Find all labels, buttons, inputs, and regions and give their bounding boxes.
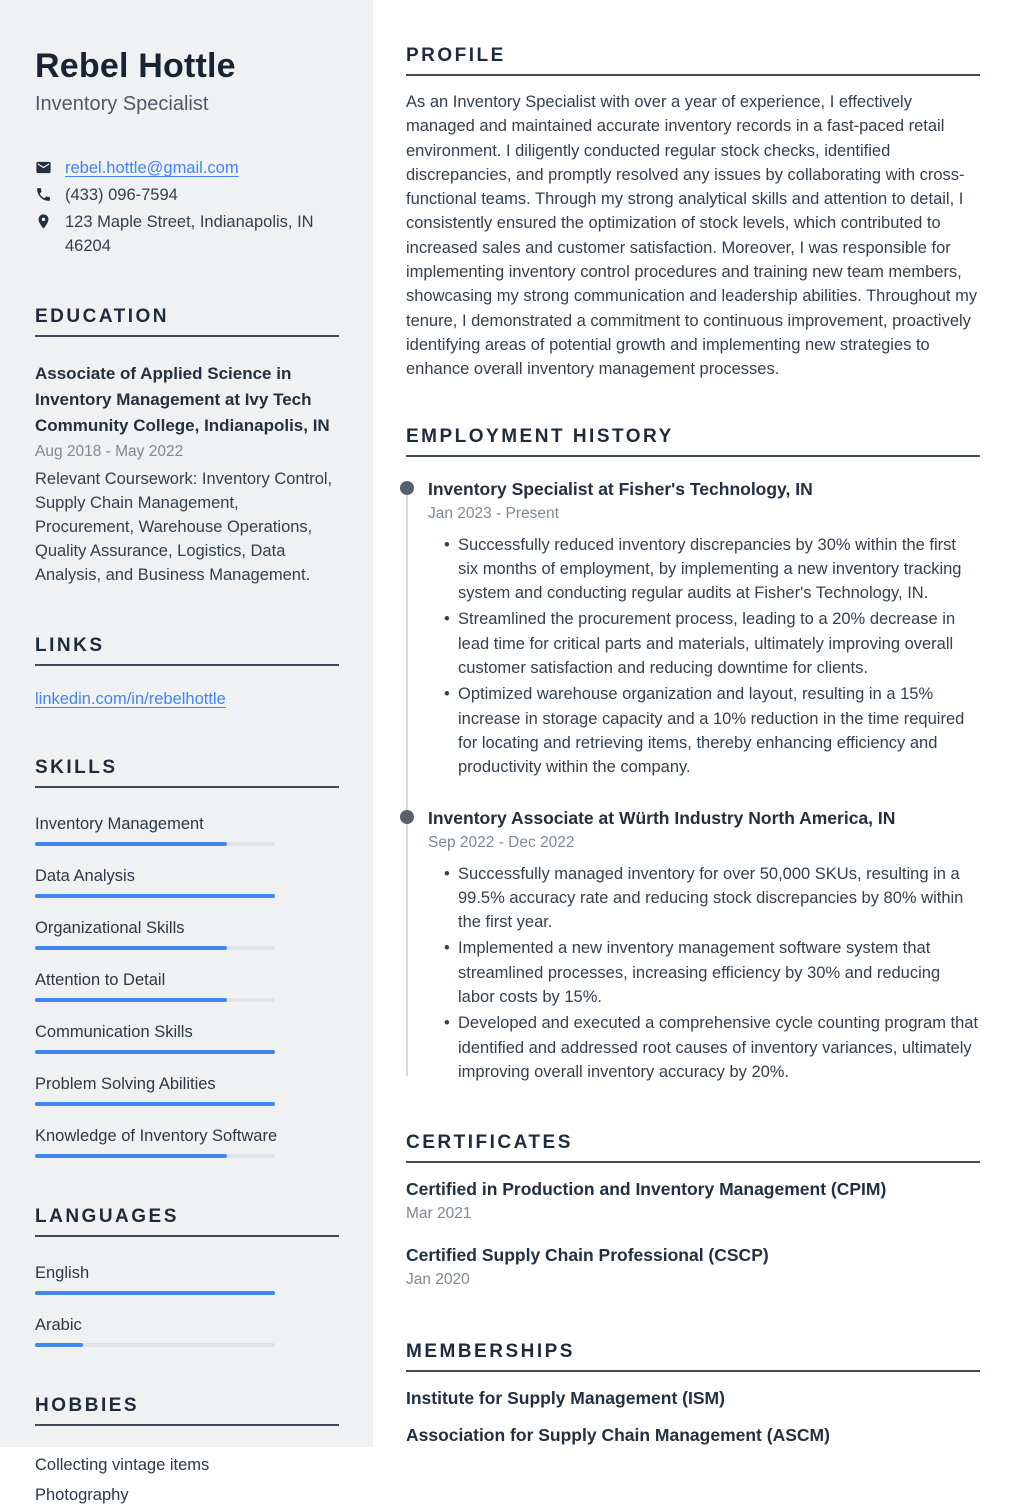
skill-item — [35, 968, 339, 1002]
job-title: Inventory Specialist at Fisher's Technology, IN — [428, 478, 813, 499]
timeline-dot-icon — [400, 481, 414, 495]
education-heading: EDUCATION — [35, 306, 339, 337]
skill-bar-fill — [35, 1154, 227, 1158]
job-bullet: • Optimized warehouse organization and layout, resulting in a 15% increase in storage capacity and a 10% reduction in the time required for locating and retrieving items, thereby enhancing efficiency and productivity within the company. — [428, 682, 980, 779]
candidate-job-title: Inventory Specialist — [35, 93, 209, 116]
skill-item — [35, 864, 339, 898]
phone-icon — [35, 186, 52, 203]
job-bullets — [428, 533, 980, 780]
certificates-section — [406, 1132, 980, 1291]
skill-bar — [35, 946, 275, 950]
hobbies-section — [35, 1395, 339, 1510]
skills-section — [35, 757, 339, 1158]
job-bullet: • Successfully reduced inventory discrepancies by 30% within the first six months of employment, by implementing a new inventory tracking system and conducting regular audits at Fisher's Technology, IN. — [428, 533, 980, 606]
hobbies-heading: HOBBIES — [35, 1395, 339, 1426]
phone-number: (433) 096-7594 — [65, 186, 178, 205]
language-label: English — [35, 1264, 90, 1283]
job-bullet: • Implemented a new inventory management software system that streamlined processes, increasing efficiency by 30% and reducing labor costs by 15%. — [428, 936, 980, 1009]
languages-heading: LANGUAGES — [35, 1206, 339, 1237]
language-bar-fill — [35, 1291, 275, 1295]
languages-section — [35, 1206, 339, 1347]
skill-label: Communication Skills — [35, 1023, 193, 1042]
job-bullet: • Streamlined the procurement process, leading to a 20% decrease in lead time for critical parts and materials, ultimately improving overall customer satisfaction and reducing downtime for clients. — [428, 607, 980, 680]
degree-title: Associate of Applied Science in Inventory Management at Ivy Tech Community College, Indianapolis, IN — [35, 364, 330, 436]
employment-timeline — [406, 477, 980, 1085]
skill-bar-fill — [35, 1102, 275, 1106]
skill-item — [35, 916, 339, 950]
language-label: Arabic — [35, 1316, 82, 1335]
hobby-item: Photography — [35, 1486, 129, 1505]
skill-item — [35, 1124, 339, 1158]
skill-bar — [35, 894, 275, 898]
skill-item — [35, 1020, 339, 1054]
skill-bar-fill — [35, 946, 227, 950]
skill-label: Data Analysis — [35, 867, 135, 886]
links-heading: LINKS — [35, 635, 339, 666]
memberships-heading: MEMBERSHIPS — [406, 1341, 980, 1372]
job-dates: Sep 2022 - Dec 2022 — [428, 833, 575, 851]
language-bar — [35, 1343, 275, 1347]
skill-label: Problem Solving Abilities — [35, 1075, 216, 1094]
contact-email-row — [35, 156, 339, 180]
job-title: Inventory Associate at Würth Industry North America, IN — [428, 807, 896, 828]
profile-text: As an Inventory Specialist with over a year of experience, I effectively managed and maintained accurate inventory records in a fast-paced retail environment. I diligently conducted regular stock checks, identified discrepancies, and promptly resolved any issues by collaborating with cross-functional teams. Through my strong analytical skills and attention to detail, I consistently ensured the optimization of stock levels, which contributed to increased sales and customer satisfaction. Moreover, I was responsible for implementing inventory control procedures and training new team members, showcasing my strong communication and leadership abilities. Throughout my tenure, I demonstrated a commitment to continuous improvement, proactively identifying areas of potential growth and implementing new strategies to enhance overall inventory management processes. — [406, 93, 978, 379]
skill-bar-fill — [35, 998, 227, 1002]
profile-section — [406, 45, 980, 382]
email-link[interactable]: rebel.hottle@gmail.com — [65, 159, 239, 178]
certificate-date: Mar 2021 — [406, 1205, 472, 1223]
skill-label: Attention to Detail — [35, 971, 166, 990]
membership-entry: Institute for Supply Management (ISM) — [406, 1388, 725, 1409]
certificate-date: Jan 2020 — [406, 1271, 470, 1289]
contact-address-row — [35, 210, 339, 258]
education-dates: Aug 2018 - May 2022 — [35, 443, 184, 461]
profile-heading: PROFILE — [406, 45, 980, 76]
skills-heading: SKILLS — [35, 757, 339, 788]
job-dates: Jan 2023 - Present — [428, 504, 559, 522]
skill-bar-fill — [35, 842, 227, 846]
language-item — [35, 1261, 339, 1295]
main-column — [373, 0, 1024, 1447]
job-bullet: • Developed and executed a comprehensive cycle counting program that identified and addressed root causes of inventory variances, ultimately improving overall inventory accuracy by 20%. — [428, 1011, 980, 1084]
timeline-dot-icon — [400, 810, 414, 824]
skill-bar — [35, 842, 275, 846]
skill-bar — [35, 1154, 275, 1158]
certificate-title: Certified in Production and Inventory Management (CPIM) — [406, 1179, 887, 1200]
skill-label: Inventory Management — [35, 815, 204, 834]
certificate-entry — [406, 1243, 980, 1291]
memberships-section — [406, 1341, 980, 1447]
employment-heading: EMPLOYMENT HISTORY — [406, 426, 980, 457]
skill-bar — [35, 1050, 275, 1054]
education-section — [35, 306, 339, 587]
links-section — [35, 635, 339, 709]
skill-label: Organizational Skills — [35, 919, 185, 938]
employment-section — [406, 426, 980, 1085]
contact-phone-row — [35, 183, 339, 207]
candidate-name: Rebel Hottle — [35, 47, 236, 85]
linkedin-link[interactable]: linkedin.com/in/rebelhottle — [35, 690, 226, 709]
address-text: 123 Maple Street, Indianapolis, IN 46204 — [65, 213, 314, 256]
sidebar — [0, 0, 373, 1505]
job-entry — [406, 477, 980, 780]
education-description: Relevant Coursework: Inventory Control, Supply Chain Management, Procurement, Warehouse Operations, Quality Assurance, Logistics, Data Analysis, and Business Management. — [35, 470, 333, 585]
language-item — [35, 1313, 339, 1347]
skill-item — [35, 1072, 339, 1106]
hobby-item: Collecting vintage items — [35, 1456, 210, 1475]
location-pin-icon — [35, 213, 52, 230]
certificates-heading: CERTIFICATES — [406, 1132, 980, 1163]
skill-bar-fill — [35, 1050, 275, 1054]
certificate-title: Certified Supply Chain Professional (CSCP) — [406, 1245, 769, 1266]
membership-entry: Association for Supply Chain Management (ASCM) — [406, 1425, 830, 1446]
language-bar — [35, 1291, 275, 1295]
skill-item — [35, 812, 339, 846]
job-bullet: • Successfully managed inventory for over 50,000 SKUs, resulting in a 99.5% accuracy rate and reducing stock discrepancies by 80% within the first year. — [428, 862, 980, 935]
certificate-entry — [406, 1177, 980, 1225]
skill-label: Knowledge of Inventory Software — [35, 1127, 278, 1146]
skill-bar — [35, 1102, 275, 1106]
skill-bar — [35, 998, 275, 1002]
contact-block — [35, 156, 339, 258]
job-entry — [406, 806, 980, 1085]
language-bar-fill — [35, 1343, 83, 1347]
skill-bar-fill — [35, 894, 275, 898]
envelope-icon — [35, 159, 52, 176]
job-bullets — [428, 862, 980, 1085]
